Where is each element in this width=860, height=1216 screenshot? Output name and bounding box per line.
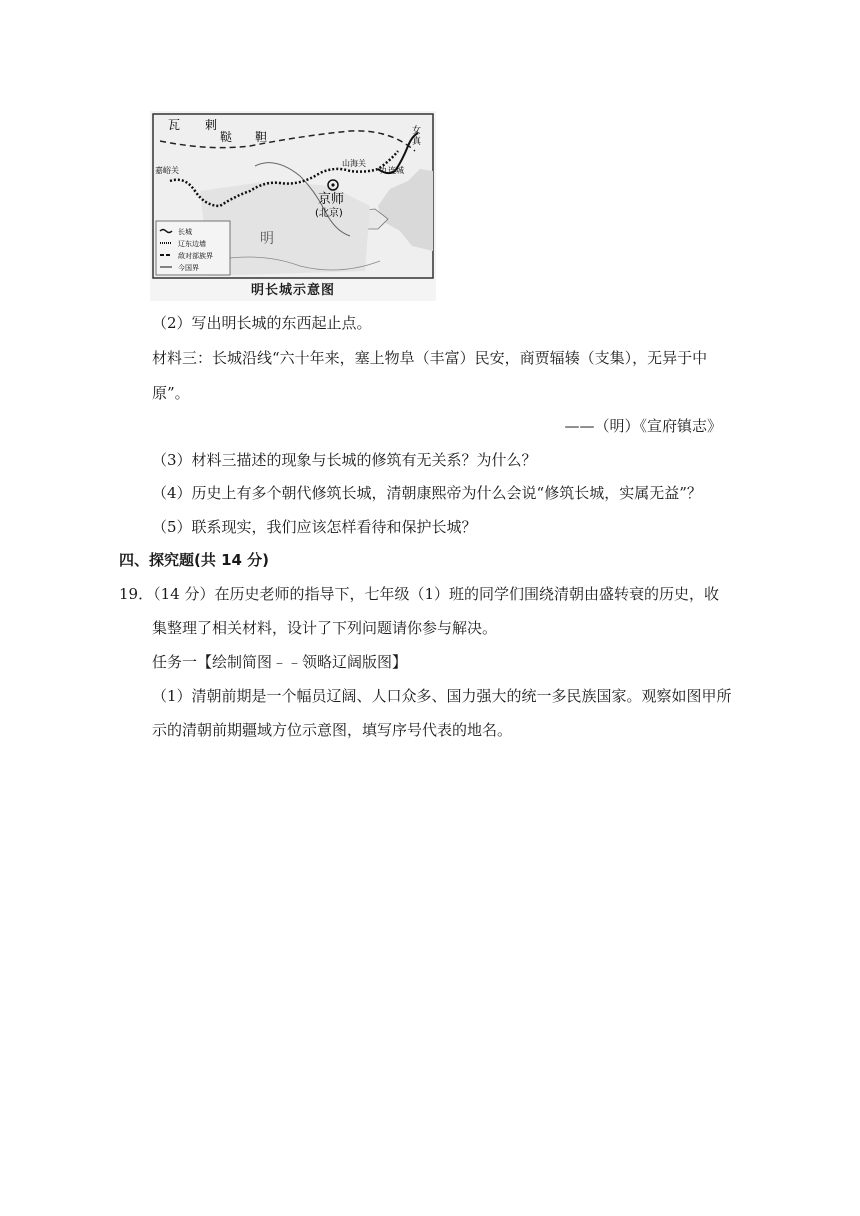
label-jiuliancheng: 九连城: [380, 166, 404, 175]
map-figure: [150, 111, 436, 281]
label-ming: 明: [260, 231, 274, 247]
question-3: （3）材料三描述的现象与长城的修筑有无关系？为什么？: [152, 451, 537, 469]
question-2: （2）写出明长城的东西起止点。: [152, 314, 372, 332]
material-3-line-2: 原”。: [152, 384, 190, 402]
label-shanhaiguan: 山海关: [342, 159, 366, 168]
label-wala: 瓦: [168, 118, 181, 132]
label-jiayuguan: 嘉峪关: [155, 166, 179, 175]
task-1-line-2: 示的清朝前期疆域方位示意图，填写序号代表的地名。: [152, 721, 513, 739]
label-la: 剌: [205, 118, 218, 132]
legend-item: 长城: [178, 228, 192, 236]
ming-great-wall-map: [150, 111, 436, 301]
material-3-line-1: 材料三：长城沿线“六十年来，塞上物阜（丰富）民安，商贾辐辏（支集），无异于中: [152, 349, 708, 367]
question-19-line-1: 19．（14 分）在历史老师的指导下，七年级（1）班的同学们围绕清朝由盛转衰的历史，收: [119, 585, 719, 603]
label-dada: 鞑: [220, 130, 233, 144]
label-nuzhen-2: 真: [412, 137, 422, 147]
question-5: （5）联系现实，我们应该怎样看待和保护长城？: [152, 518, 477, 536]
label-jing: 靼: [255, 130, 268, 144]
label-capital: 京师: [318, 192, 345, 207]
legend-item: 辽东边墙: [178, 240, 206, 248]
label-capital-sub: (北京): [315, 208, 343, 219]
task-1-line-1: （1）清朝前期是一个幅员辽阔、人口众多、国力强大的统一多民族国家。观察如图甲所: [152, 687, 732, 705]
label-nuzhen-1: 女: [412, 126, 422, 136]
section-heading: 四、探究题(共 14 分): [119, 551, 270, 569]
legend-item: 今国界: [178, 264, 199, 272]
question-19-line-2: 集整理了相关材料，设计了下列问题请你参与解决。: [152, 619, 498, 637]
question-4: （4）历史上有多个朝代修筑长城，清朝康熙帝为什么会说“修筑长城，实属无益”？: [152, 484, 702, 502]
task-1-title: 任务一【绘制简图﹣﹣领略辽阔版图】: [152, 653, 408, 671]
material-3-source: ——（明）《宣府镇志》: [564, 417, 722, 435]
legend-item: 敌对部族界: [178, 252, 213, 260]
map-caption: 明长城示意图: [250, 283, 335, 298]
